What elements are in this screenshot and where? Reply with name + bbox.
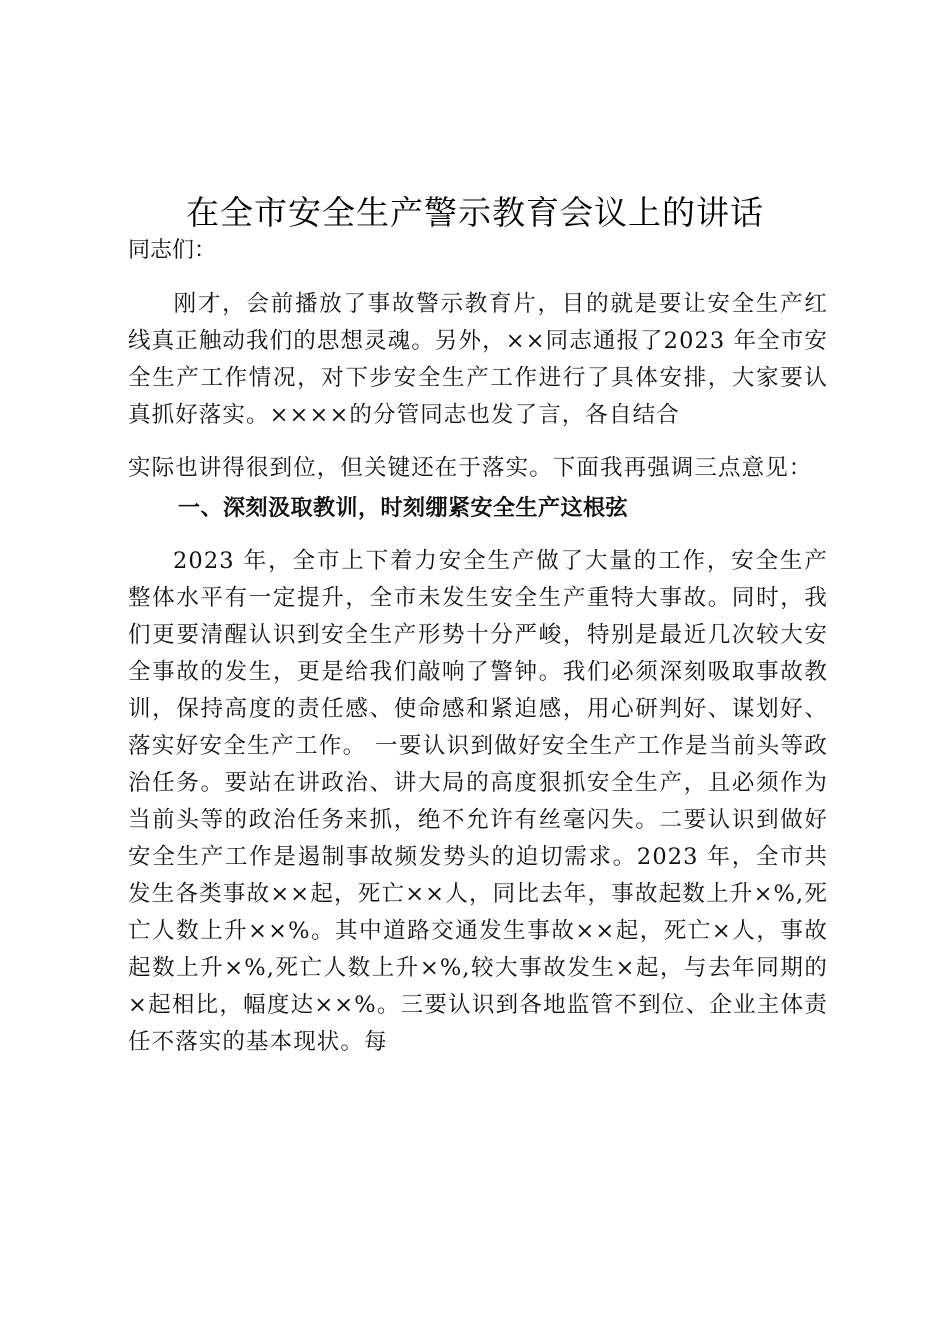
paragraph-intro-last-line: 实际也讲得很到位，但关键还在于落实。下面我再强调三点意见：: [128, 455, 813, 481]
paragraph-section-1-text: 2023 年，全市上下着力安全生产做了大量的工作，安全生产整体水平有一定提升，全市未发生安全生产重特大事故。同时，我们更要清醒认识到安全生产形势十分严峻，特别是最近几次较大安全事故的发生，更是给我们敲响了警钟。我们必须深刻吸取事故教训，保持高度的责任感、使命感和紧迫感，用心研判好、谋划好、落实好安全生产工作。 一要认识到做好安全生产工作是当前头等政治任务。要站在讲政治、讲大局的高度狠抓安全生产，且必须作为当前头等的政治任务来抓，绝不允许有丝毫闪失。二要认识到做好安全生产工作是遏制事故频发势头的迫切需求。2023 年，全市共发生各类事故××起，死亡××人，同比去年，事故起数上升×%,死亡人数上升××%。其中道路交通发生事故××起，死亡×人，事故起数上升×%,死亡人数上升×%,较大事故发生×起，与去年同期的×起相比，幅度达××%。三要认识到各地监管不到位、企业主体责任不落实的基本现状。每: [128, 548, 828, 1055]
paragraph-intro: [128, 286, 828, 434]
page-title: 在全市安全生产警示教育会议上的讲话: [186, 193, 764, 232]
salutation: 同志们：: [128, 238, 217, 263]
section-heading-1: 一、深刻汲取教训，时刻绷紧安全生产这根弦: [178, 496, 629, 521]
paragraph-intro-text: 刚才，会前播放了事故警示教育片，目的就是要让安全生产红线真正触动我们的思想灵魂。另外，××同志通报了2023 年全市安全生产工作情况，对下步安全生产工作进行了具体安排，大家要认真抓好落实。××××的分管同志也发了言，各自结合: [128, 291, 828, 428]
paragraph-section-1: [128, 543, 828, 1061]
